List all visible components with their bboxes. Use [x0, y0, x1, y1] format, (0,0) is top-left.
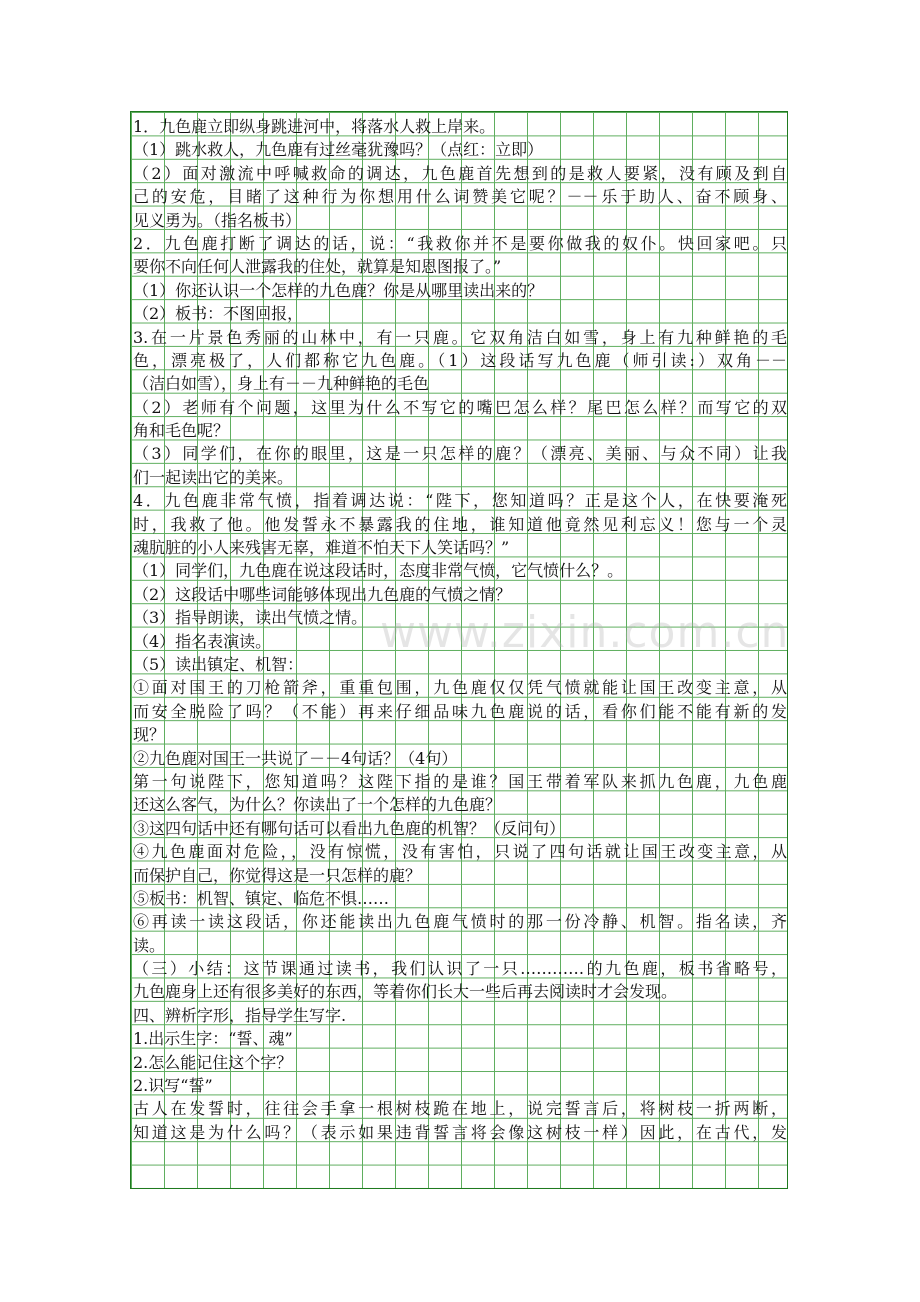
document-page	[130, 111, 788, 1189]
text-line: 知道这是为什么吗？（表示如果违背誓言将会像这树枝一样）因此，在古代，发	[133, 1122, 787, 1142]
text-line: 四、辨析字形，指导学生写字.	[133, 1005, 347, 1025]
text-line: （2）老师有个问题，这里为什么不写它的嘴巴怎么样？尾巴怎么样？而写它的双	[133, 397, 787, 417]
text-line: 魂肮脏的小人来残害无辜，难道不怕天下人笑话吗？”	[133, 538, 510, 558]
text-line: （4）指名表演读。	[133, 631, 272, 651]
text-line: 时，我救了他。他发誓永不暴露我的住地，谁知道他竟然见利忘义！您与一个灵	[133, 514, 787, 534]
text-line: （2）面对激流中呼喊救命的调达，九色鹿首先想到的是救人要紧，没有顾及到自	[133, 163, 787, 183]
text-line: 们一起读出它的美来。	[133, 467, 294, 487]
text-line: 2.识写“誓”	[133, 1076, 213, 1096]
text-line: 现？	[133, 725, 166, 745]
text-line: 2.怎么能记住这个字？	[133, 1052, 293, 1072]
text-line: （2）板书：不图回报，	[133, 304, 304, 324]
text-line: （3）同学们，在你的眼里，这是一只怎样的鹿？（漂亮、美丽、与众不同）让我	[133, 444, 787, 464]
text-line: ③这四句话中还有哪句话可以看出九色鹿的机智？（反问句）	[133, 818, 566, 838]
text-line: 1．九色鹿立即纵身跳进河中，将落水人救上岸来。	[133, 117, 496, 136]
text-line: 而保护自己，你觉得这是一只怎样的鹿？	[133, 865, 422, 885]
text-line: ④九色鹿面对危险，，没有惊慌，没有害怕，只说了四句话就让国王改变主意，从	[133, 842, 787, 862]
text-line: 色，漂亮极了，人们都称它九色鹿。（1）这段话写九色鹿（师引读:）双角－－	[133, 350, 787, 370]
text-line: 第一句说陛下，您知道吗？这陛下指的是谁？国王带着军队来抓九色鹿，九色鹿	[133, 771, 787, 791]
text-line: ②九色鹿对国王一共说了－－4句话？（4句）	[133, 748, 458, 768]
text-line: 古人在发誓时，往往会手拿一根树枝跪在地上，说完誓言后，将树枝一折两断，	[133, 1099, 787, 1119]
text-line: （三）小结：这节课通过读书，我们认识了一只…………的九色鹿，板书省略号，	[133, 959, 787, 979]
text-line: （1）同学们，九色鹿在说这段话时，态度非常气愤，它气愤什么？。	[133, 561, 624, 581]
text-line: 2．九色鹿打断了调达的话，说：“我救你并不是要你做我的奴仆。快回家吧。只	[133, 233, 787, 253]
text-line: ⑥再读一读这段话，你还能读出九色鹿气愤时的那一份冷静、机智。指名读，齐	[133, 912, 787, 932]
text-line: （2）这段话中哪些词能够体现出九色鹿的气愤之情？	[133, 584, 512, 604]
text-line: （洁白如雪），身上有－－九种鲜艳的毛色	[133, 374, 430, 394]
text-line: 1.出示生字：“誓、魂”	[133, 1029, 293, 1049]
text-line: （3）指导朗读，读出气愤之情。	[133, 608, 368, 628]
document-body	[133, 115, 790, 1144]
text-line: （1）你还认识一个怎样的九色鹿？你是从哪里读出来的？	[133, 280, 544, 300]
text-line: （5）读出镇定、机智：	[133, 654, 304, 674]
text-line: 而安全脱险了吗？（不能）再来仔细品味九色鹿说的话，看你们能不能有新的发	[133, 701, 787, 721]
text-line: 要你不向任何人泄露我的住处，就算是知恩图报了。”	[133, 257, 502, 277]
text-line: 3.在一片景色秀丽的山林中，有一只鹿。它双角洁白如雪，身上有九种鲜艳的毛	[133, 327, 787, 347]
text-line: 角和毛色呢？	[133, 421, 230, 441]
watermark: www.zixin.com.cn	[380, 607, 790, 658]
text-line: 读。	[133, 935, 166, 955]
text-line: ⑤板书：机智、镇定、临危不惧……	[133, 888, 390, 908]
text-line: 己的安危，目睹了这种行为你想用什么词赞美它呢？－－乐于助人、奋不顾身、	[133, 187, 787, 207]
text-line: 九色鹿身上还有很多美好的东西，等着你们长大一些后再去阅读时才会发现。	[133, 982, 678, 1002]
text-line: 还这么客气，为什么？你读出了一个怎样的九色鹿？	[133, 795, 502, 815]
text-line: 4．九色鹿非常气愤，指着调达说：“陛下，您知道吗？正是这个人，在快要淹死	[133, 491, 787, 511]
text-line: ①面对国王的刀枪箭斧，重重包围，九色鹿仅仅凭气愤就能让国王改变主意，从	[133, 678, 787, 698]
text-line: （1）跳水救人，九色鹿有过丝毫犹豫吗？（点红：立即）	[133, 140, 544, 160]
text-line: 见义勇为。（指名板书）	[133, 210, 302, 230]
